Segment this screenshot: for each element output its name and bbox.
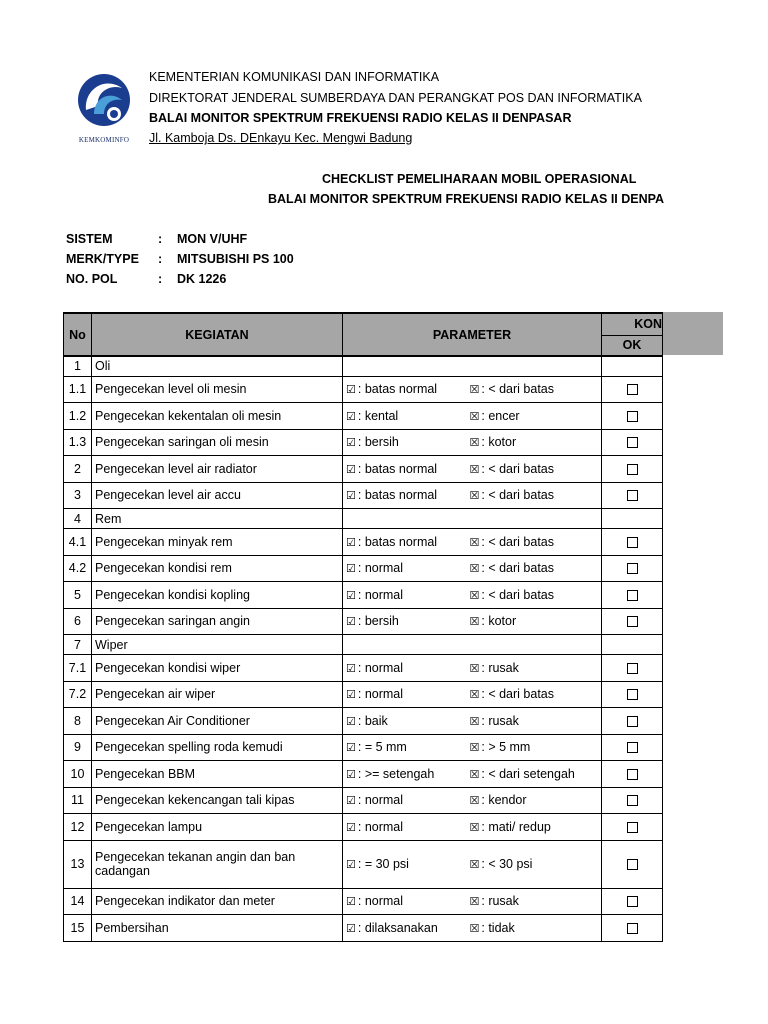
table-row bbox=[64, 915, 663, 942]
param-bad bbox=[467, 681, 602, 708]
ok-cell bbox=[602, 888, 663, 915]
table-row bbox=[64, 787, 663, 814]
crossed-box-icon: ☒ bbox=[469, 535, 480, 549]
row-number: 1 bbox=[64, 356, 92, 376]
crossed-box-icon: ☒ bbox=[469, 767, 480, 781]
param-bad bbox=[467, 761, 602, 788]
ok-checkbox[interactable] bbox=[627, 616, 638, 627]
param-good-text: : batas normal bbox=[357, 488, 438, 503]
param-good-text: : normal bbox=[357, 660, 404, 675]
param-good-text: : batas normal bbox=[357, 461, 438, 476]
ok-cell bbox=[602, 708, 663, 735]
checked-box-icon: ☑ bbox=[346, 714, 356, 728]
ok-cell bbox=[602, 403, 663, 430]
table-row bbox=[64, 482, 663, 509]
param-good-text: : bersih bbox=[357, 614, 399, 629]
crossed-box-icon: ☒ bbox=[469, 436, 480, 450]
param-bad bbox=[467, 482, 602, 509]
crossed-box-icon: ☒ bbox=[469, 895, 480, 909]
ok-cell bbox=[602, 814, 663, 841]
param-bad-text: : < 30 psi bbox=[481, 857, 533, 871]
table-row bbox=[64, 888, 663, 915]
ok-cell bbox=[602, 608, 663, 635]
checked-box-icon: ☑ bbox=[346, 383, 356, 397]
colon: : bbox=[158, 272, 163, 286]
param-good-text: : normal bbox=[357, 587, 404, 602]
colon: : bbox=[158, 252, 163, 266]
param-bad-text: : rusak bbox=[481, 713, 519, 728]
param-good bbox=[343, 429, 467, 456]
row-number: 1.1 bbox=[64, 376, 92, 403]
checked-box-icon: ☑ bbox=[346, 409, 356, 423]
kondisi-header-extension bbox=[662, 312, 723, 355]
row-kegiatan: Rem bbox=[92, 509, 343, 529]
checked-box-icon: ☑ bbox=[346, 489, 356, 503]
param-good bbox=[343, 403, 467, 430]
param-good-text: : >= setengah bbox=[357, 766, 435, 781]
ok-checkbox[interactable] bbox=[627, 384, 638, 395]
param-bad-text: : tidak bbox=[481, 920, 515, 935]
param-bad bbox=[467, 635, 602, 655]
checked-box-icon: ☑ bbox=[346, 436, 356, 450]
row-kegiatan: Pengecekan level air radiator bbox=[92, 456, 343, 483]
table-row bbox=[64, 376, 663, 403]
param-good-text: : dilaksanakan bbox=[357, 920, 438, 935]
row-kegiatan: Wiper bbox=[92, 635, 343, 655]
row-number: 7.1 bbox=[64, 655, 92, 682]
param-bad-text: : kendor bbox=[481, 793, 527, 808]
row-number: 6 bbox=[64, 608, 92, 635]
sistem-label: SISTEM bbox=[66, 232, 113, 246]
param-good bbox=[343, 529, 467, 556]
ok-cell bbox=[602, 509, 663, 529]
table-row bbox=[64, 608, 663, 635]
table-row bbox=[64, 555, 663, 582]
crossed-box-icon: ☒ bbox=[469, 661, 480, 675]
param-good bbox=[343, 509, 467, 529]
row-number: 10 bbox=[64, 761, 92, 788]
crossed-box-icon: ☒ bbox=[469, 615, 480, 629]
row-number: 14 bbox=[64, 888, 92, 915]
ok-cell bbox=[602, 529, 663, 556]
ok-checkbox[interactable] bbox=[627, 923, 638, 934]
ok-checkbox[interactable] bbox=[627, 590, 638, 601]
checklist-rows bbox=[64, 356, 663, 941]
param-bad-text: : rusak bbox=[481, 894, 519, 909]
row-kegiatan: Pengecekan Air Conditioner bbox=[92, 708, 343, 735]
header-parameter: PARAMETER bbox=[343, 313, 602, 356]
ok-cell bbox=[602, 482, 663, 509]
checked-box-icon: ☑ bbox=[346, 562, 356, 576]
ok-cell bbox=[602, 429, 663, 456]
ok-cell bbox=[602, 356, 663, 376]
ok-checkbox[interactable] bbox=[627, 490, 638, 501]
merk-value: MITSUBISHI PS 100 bbox=[177, 252, 294, 266]
header-ok: OK bbox=[602, 335, 663, 356]
row-number: 4.1 bbox=[64, 529, 92, 556]
param-bad bbox=[467, 814, 602, 841]
crossed-box-icon: ☒ bbox=[469, 820, 480, 834]
checklist-table bbox=[63, 312, 663, 942]
row-kegiatan: Pengecekan tekanan angin dan ban cadangan bbox=[92, 840, 343, 888]
crossed-box-icon: ☒ bbox=[469, 858, 480, 871]
section-row bbox=[64, 635, 663, 655]
checked-box-icon: ☑ bbox=[346, 615, 356, 629]
param-good-text: : baik bbox=[357, 713, 388, 728]
ok-cell bbox=[602, 582, 663, 609]
crossed-box-icon: ☒ bbox=[469, 462, 480, 476]
checked-box-icon: ☑ bbox=[346, 858, 356, 871]
param-good-text: : bersih bbox=[357, 435, 399, 450]
colon: : bbox=[158, 232, 163, 246]
ok-cell bbox=[602, 915, 663, 942]
logo-text: KEMKOMINFO bbox=[78, 136, 130, 144]
param-bad-text: : mati/ redup bbox=[481, 819, 551, 834]
row-number: 5 bbox=[64, 582, 92, 609]
param-bad-text: : rusak bbox=[481, 660, 519, 675]
table-row bbox=[64, 761, 663, 788]
row-number: 8 bbox=[64, 708, 92, 735]
param-good bbox=[343, 708, 467, 735]
crossed-box-icon: ☒ bbox=[469, 562, 480, 576]
param-good bbox=[343, 376, 467, 403]
row-kegiatan: Pengecekan kondisi kopling bbox=[92, 582, 343, 609]
param-good-text: : batas normal bbox=[357, 534, 438, 549]
param-good bbox=[343, 356, 467, 376]
table-row bbox=[64, 456, 663, 483]
param-bad-text: : kotor bbox=[481, 614, 517, 629]
ok-checkbox[interactable] bbox=[627, 563, 638, 574]
row-number: 11 bbox=[64, 787, 92, 814]
checked-box-icon: ☑ bbox=[346, 794, 356, 808]
param-good bbox=[343, 915, 467, 942]
param-bad bbox=[467, 787, 602, 814]
ok-checkbox[interactable] bbox=[627, 437, 638, 448]
ok-checkbox[interactable] bbox=[627, 663, 638, 674]
table-row bbox=[64, 814, 663, 841]
ok-checkbox[interactable] bbox=[627, 795, 638, 806]
ministry-name: KEMENTERIAN KOMUNIKASI DAN INFORMATIKA bbox=[149, 70, 440, 84]
row-kegiatan: Pengecekan kondisi wiper bbox=[92, 655, 343, 682]
param-good-text: : normal bbox=[357, 819, 404, 834]
param-bad-text: : < dari setengah bbox=[481, 766, 575, 781]
ok-cell bbox=[602, 681, 663, 708]
ok-checkbox[interactable] bbox=[627, 896, 638, 907]
table-row bbox=[64, 582, 663, 609]
section-row bbox=[64, 356, 663, 376]
checked-box-icon: ☑ bbox=[346, 820, 356, 834]
param-good-text: : normal bbox=[357, 793, 404, 808]
row-number: 15 bbox=[64, 915, 92, 942]
ok-checkbox[interactable] bbox=[627, 769, 638, 780]
ok-checkbox[interactable] bbox=[627, 742, 638, 753]
ok-checkbox[interactable] bbox=[627, 411, 638, 422]
crossed-box-icon: ☒ bbox=[469, 383, 480, 397]
crossed-box-icon: ☒ bbox=[469, 489, 480, 503]
param-bad bbox=[467, 915, 602, 942]
param-bad bbox=[467, 555, 602, 582]
header-kegiatan: KEGIATAN bbox=[92, 313, 343, 356]
param-bad-text: : < dari batas bbox=[481, 587, 554, 602]
directorate-name: DIREKTORAT JENDERAL SUMBERDAYA DAN PERANGKAT POS DAN INFORMATIKA bbox=[149, 91, 642, 105]
row-kegiatan: Pengecekan indikator dan meter bbox=[92, 888, 343, 915]
param-bad bbox=[467, 734, 602, 761]
crossed-box-icon: ☒ bbox=[469, 794, 480, 808]
ok-cell bbox=[602, 456, 663, 483]
param-good-text: : = 5 mm bbox=[357, 740, 407, 755]
row-kegiatan: Pengecekan level oli mesin bbox=[92, 376, 343, 403]
param-bad bbox=[467, 509, 602, 529]
param-bad bbox=[467, 608, 602, 635]
checked-box-icon: ☑ bbox=[346, 661, 356, 675]
param-good bbox=[343, 888, 467, 915]
param-good bbox=[343, 655, 467, 682]
param-bad bbox=[467, 655, 602, 682]
crossed-box-icon: ☒ bbox=[469, 409, 480, 423]
param-bad bbox=[467, 456, 602, 483]
crossed-box-icon: ☒ bbox=[469, 741, 480, 755]
param-good bbox=[343, 734, 467, 761]
ok-cell bbox=[602, 761, 663, 788]
param-bad bbox=[467, 888, 602, 915]
ok-checkbox[interactable] bbox=[627, 689, 638, 700]
param-bad bbox=[467, 429, 602, 456]
ok-cell bbox=[602, 655, 663, 682]
param-bad-text: : > 5 mm bbox=[481, 740, 531, 755]
ok-checkbox[interactable] bbox=[627, 537, 638, 548]
row-number: 13 bbox=[64, 840, 92, 888]
param-good bbox=[343, 814, 467, 841]
param-bad bbox=[467, 708, 602, 735]
ok-checkbox[interactable] bbox=[627, 716, 638, 727]
ok-checkbox[interactable] bbox=[627, 464, 638, 475]
param-good bbox=[343, 681, 467, 708]
ok-cell bbox=[602, 635, 663, 655]
row-kegiatan: Pengecekan level air accu bbox=[92, 482, 343, 509]
param-good-text: : kental bbox=[357, 408, 399, 423]
row-number: 2 bbox=[64, 456, 92, 483]
sistem-value: MON V/UHF bbox=[177, 232, 248, 246]
row-kegiatan: Pengecekan kekencangan tali kipas bbox=[92, 787, 343, 814]
checked-box-icon: ☑ bbox=[346, 535, 356, 549]
ok-checkbox[interactable] bbox=[627, 822, 638, 833]
ok-cell bbox=[602, 376, 663, 403]
param-bad bbox=[467, 403, 602, 430]
param-good bbox=[343, 635, 467, 655]
row-kegiatan: Pengecekan kekentalan oli mesin bbox=[92, 403, 343, 430]
table-row bbox=[64, 734, 663, 761]
row-kegiatan: Pengecekan kondisi rem bbox=[92, 555, 343, 582]
row-kegiatan: Pengecekan spelling roda kemudi bbox=[92, 734, 343, 761]
crossed-box-icon: ☒ bbox=[469, 714, 480, 728]
param-bad bbox=[467, 840, 602, 888]
param-good bbox=[343, 482, 467, 509]
param-bad bbox=[467, 376, 602, 403]
row-kegiatan: Pengecekan lampu bbox=[92, 814, 343, 841]
param-bad-text: : < dari batas bbox=[481, 382, 554, 397]
param-good bbox=[343, 582, 467, 609]
checked-box-icon: ☑ bbox=[346, 767, 356, 781]
ok-cell bbox=[602, 787, 663, 814]
param-bad bbox=[467, 582, 602, 609]
table-row bbox=[64, 429, 663, 456]
param-good bbox=[343, 761, 467, 788]
param-bad-text: : kotor bbox=[481, 435, 517, 450]
row-kegiatan: Pengecekan minyak rem bbox=[92, 529, 343, 556]
ok-cell bbox=[602, 734, 663, 761]
row-kegiatan: Pembersihan bbox=[92, 915, 343, 942]
param-good-text: : normal bbox=[357, 894, 404, 909]
office-address: Jl. Kamboja Ds. DEnkayu Kec. Mengwi Badung bbox=[149, 131, 413, 145]
table-row bbox=[64, 655, 663, 682]
office-name: BALAI MONITOR SPEKTRUM FREKUENSI RADIO KELAS II DENPASAR bbox=[149, 111, 572, 125]
header-kondisi: KON bbox=[602, 313, 663, 335]
checked-box-icon: ☑ bbox=[346, 921, 356, 935]
checked-box-icon: ☑ bbox=[346, 462, 356, 476]
nopol-value: DK 1226 bbox=[177, 272, 227, 286]
param-good bbox=[343, 840, 467, 888]
row-number: 9 bbox=[64, 734, 92, 761]
param-bad-text: : encer bbox=[481, 408, 520, 423]
param-good bbox=[343, 608, 467, 635]
table-row bbox=[64, 529, 663, 556]
row-kegiatan: Pengecekan air wiper bbox=[92, 681, 343, 708]
row-number: 4 bbox=[64, 509, 92, 529]
table-row bbox=[64, 403, 663, 430]
document-subtitle: BALAI MONITOR SPEKTRUM FREKUENSI RADIO KELAS II DENPA bbox=[268, 192, 665, 206]
document-title: CHECKLIST PEMELIHARAAN MOBIL OPERASIONAL bbox=[322, 172, 637, 186]
ok-cell bbox=[602, 555, 663, 582]
table-row bbox=[64, 840, 663, 888]
param-bad bbox=[467, 356, 602, 376]
param-bad-text: : < dari batas bbox=[481, 534, 554, 549]
param-good bbox=[343, 456, 467, 483]
row-number: 12 bbox=[64, 814, 92, 841]
param-good-text: : normal bbox=[357, 561, 404, 576]
row-kegiatan: Pengecekan saringan oli mesin bbox=[92, 429, 343, 456]
row-number: 7.2 bbox=[64, 681, 92, 708]
nopol-label: NO. POL bbox=[66, 272, 118, 286]
param-bad-text: : < dari batas bbox=[481, 488, 554, 503]
row-number: 1.3 bbox=[64, 429, 92, 456]
param-good-text: : normal bbox=[357, 687, 404, 702]
row-number: 3 bbox=[64, 482, 92, 509]
crossed-box-icon: ☒ bbox=[469, 588, 480, 602]
param-bad-text: : < dari batas bbox=[481, 461, 554, 476]
param-good bbox=[343, 787, 467, 814]
param-bad-text: : < dari batas bbox=[481, 561, 554, 576]
checked-box-icon: ☑ bbox=[346, 688, 356, 702]
crossed-box-icon: ☒ bbox=[469, 921, 480, 935]
row-kegiatan: Pengecekan BBM bbox=[92, 761, 343, 788]
section-row bbox=[64, 509, 663, 529]
param-good-text: : batas normal bbox=[357, 382, 438, 397]
checked-box-icon: ☑ bbox=[346, 741, 356, 755]
checked-box-icon: ☑ bbox=[346, 588, 356, 602]
crossed-box-icon: ☒ bbox=[469, 688, 480, 702]
ok-checkbox[interactable] bbox=[627, 859, 638, 870]
row-number: 1.2 bbox=[64, 403, 92, 430]
table-row bbox=[64, 681, 663, 708]
row-number: 7 bbox=[64, 635, 92, 655]
param-good bbox=[343, 555, 467, 582]
row-number: 4.2 bbox=[64, 555, 92, 582]
table-row bbox=[64, 708, 663, 735]
header-no: No bbox=[64, 313, 92, 356]
merk-label: MERK/TYPE bbox=[66, 252, 139, 266]
param-bad-text: : < dari batas bbox=[481, 687, 554, 702]
param-good-text: : = 30 psi bbox=[357, 857, 409, 871]
row-kegiatan: Pengecekan saringan angin bbox=[92, 608, 343, 635]
param-bad bbox=[467, 529, 602, 556]
ok-cell bbox=[602, 840, 663, 888]
row-kegiatan: Oli bbox=[92, 356, 343, 376]
checked-box-icon: ☑ bbox=[346, 895, 356, 909]
